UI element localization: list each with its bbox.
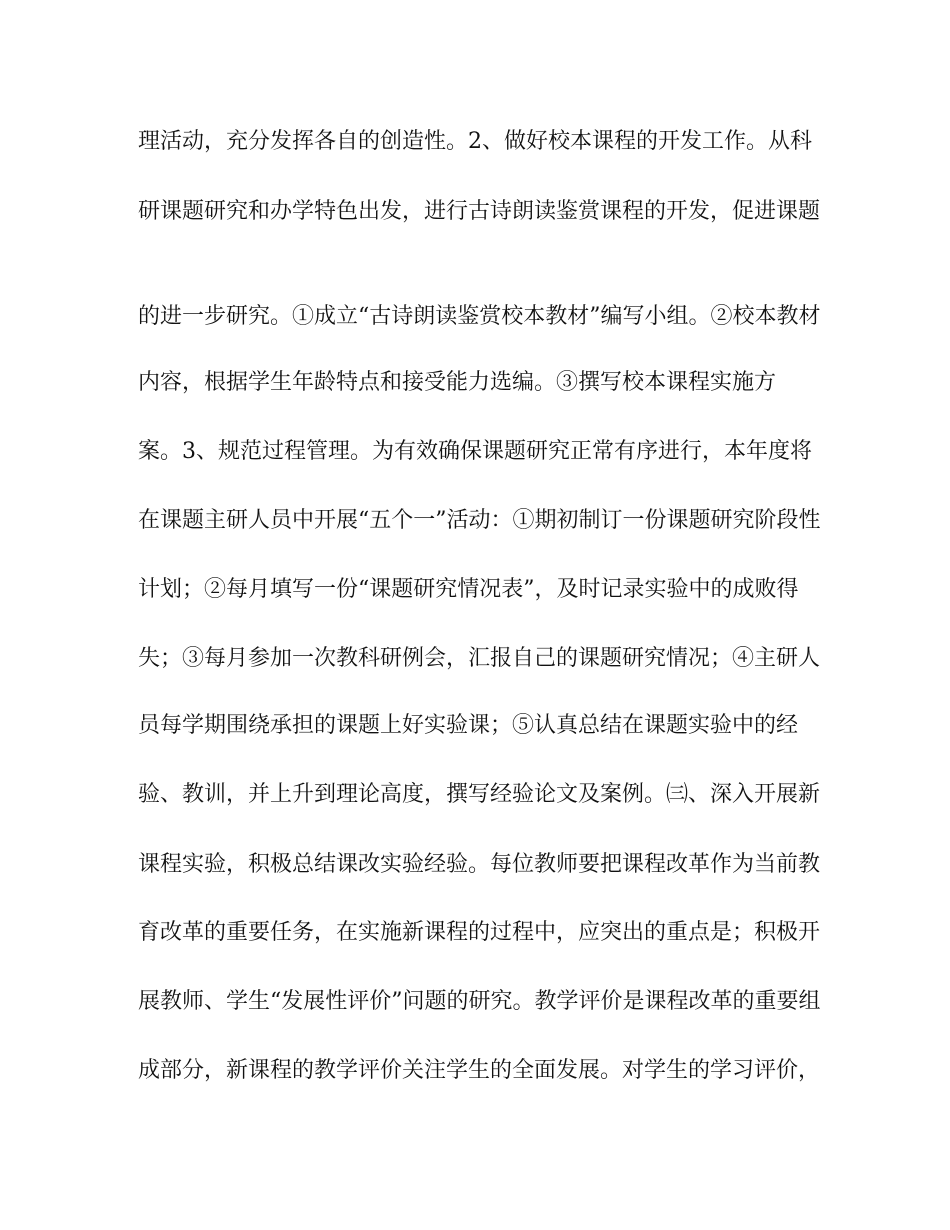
text-line-3: 的进一步研究。①成立“古诗朗读鉴赏校本教材”编写小组。②校本教材 (138, 304, 821, 329)
text-line-1: 理活动，充分发挥各自的创造性。2、做好校本课程的开发工作。从科 (138, 129, 812, 154)
text-line-2: 研课题研究和办学特色出发，进行古诗朗读鉴赏课程的开发，促进课题 (138, 199, 821, 224)
text-line-13: 展教师、学生“发展性评价”问题的研究。教学评价是课程改革的重要组 (138, 989, 821, 1014)
text-line-8: 失；③每月参加一次教科研例会，汇报自己的课题研究情况；④主研人 (138, 646, 821, 671)
text-line-14: 成部分，新课程的教学评价关注学生的全面发展。对学生的学习评价， (138, 1058, 821, 1083)
text-line-4: 内容，根据学生年龄特点和接受能力选编。③撰写校本课程实施方 (138, 370, 777, 395)
text-line-11: 课程实验，积极总结课改实验经验。每位教师要把课程改革作为当前教 (138, 852, 821, 877)
text-line-9: 员每学期围绕承担的课题上好实验课；⑤认真总结在课题实验中的经 (138, 713, 799, 738)
text-line-10: 验、教训，并上升到理论高度，撰写经验论文及案例。㈢、深入开展新 (138, 782, 821, 807)
text-line-6: 在课题主研人员中开展“五个一”活动：①期初制订一份课题研究阶段性 (138, 508, 821, 533)
text-line-5: 案。3、规范过程管理。为有效确保课题研究正常有序进行，本年度将 (138, 439, 812, 464)
text-line-12: 育改革的重要任务，在实施新课程的过程中，应突出的重点是；积极开 (138, 920, 821, 945)
text-line-7: 计划；②每月填写一份“课题研究情况表”，及时记录实验中的成败得 (138, 577, 799, 602)
